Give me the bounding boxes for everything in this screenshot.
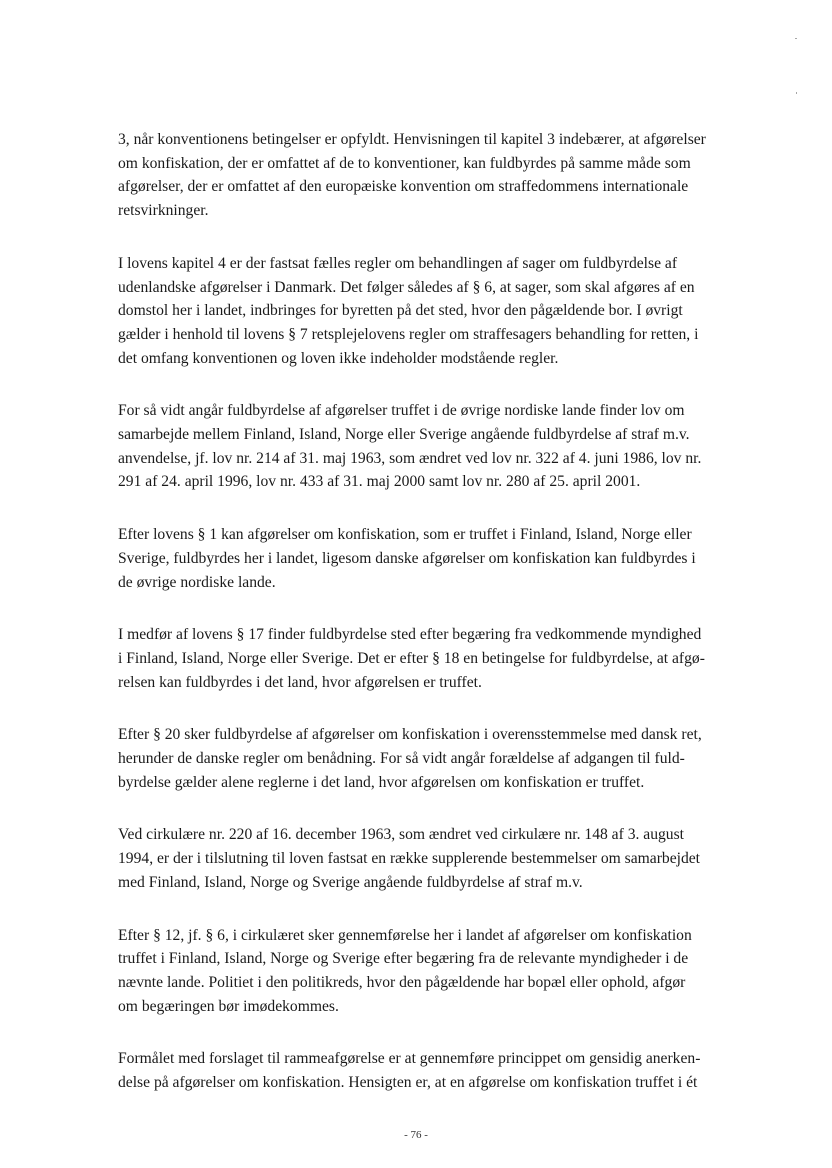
text-line: gælder i henhold til lovens § 7 retsplejelovens regler om straffesagers behandling for retten, i <box>118 325 699 343</box>
paragraph <box>118 128 750 223</box>
document-body <box>118 128 750 1124</box>
text-line: om konfiskation, der er omfattet af de to konventioner, kan fuldbyrdes på samme måde som <box>118 154 691 172</box>
paragraph <box>118 823 750 894</box>
page-number: - 76 - <box>404 1129 428 1141</box>
text-line: truffet i Finland, Island, Norge og Sverige efter begæring fra de relevante myndigheder i de <box>118 950 689 968</box>
text-line: delse på afgørelser om konfiskation. Hensigten er, at en afgørelse om konfiskation truffet i ét <box>118 1074 698 1092</box>
text-line: de øvrige nordiske lande. <box>118 573 276 591</box>
text-line: I lovens kapitel 4 er der fastsat fælles regler om behandlingen af sager om fuldbyrdelse af <box>118 254 678 272</box>
text-line: nævnte lande. Politiet i den politikreds, hvor den pågældende har bopæl eller ophold, afgør <box>118 973 686 991</box>
text-line: Formålet med forslaget til rammeafgørelse er at gennemføre princippet om gensidig anerken- <box>118 1050 701 1068</box>
text-line: 291 af 24. april 1996, lov nr. 433 af 31. maj 2000 samt lov nr. 280 af 25. april 2001. <box>118 473 641 491</box>
paragraph <box>118 623 750 694</box>
scan-speck <box>795 38 797 39</box>
text-line: det omfang konventionen og loven ikke indeholder modstående regler. <box>118 349 559 367</box>
text-line: 3, når konventionens betingelser er opfyldt. Henvisningen til kapitel 3 indebærer, at afgørelser <box>118 131 706 148</box>
paragraph <box>118 399 750 494</box>
text-line: For så vidt angår fuldbyrdelse af afgørelser truffet i de øvrige nordiske lande finder lov om <box>118 402 685 420</box>
text-line: Efter § 12, jf. § 6, i cirkulæret sker gennemførelse her i landet af afgørelser om konfiskation <box>118 926 692 944</box>
text-line: Ved cirkulære nr. 220 af 16. december 1963, som ændret ved cirkulære nr. 148 af 3. august <box>118 826 685 844</box>
text-line: afgørelser, der er omfattet af den europæiske konvention om straffedommens internationale <box>118 178 689 196</box>
text-line: med Finland, Island, Norge og Sverige angående fuldbyrdelse af straf m.v. <box>118 873 583 891</box>
text-line: herunder de danske regler om benådning. For så vidt angår forældelse af adgangen til fuld- <box>118 750 685 768</box>
paragraph <box>118 924 750 1019</box>
text-line: byrdelse gælder alene reglerne i det land, hvor afgørelsen om konfiskation er truffet. <box>118 773 645 791</box>
text-line: om begæringen bør imødekommes. <box>118 997 339 1015</box>
paragraph <box>118 1047 750 1094</box>
text-line: retsvirkninger. <box>118 202 209 220</box>
scan-speck <box>796 92 797 94</box>
text-line: relsen kan fuldbyrdes i det land, hvor afgørelsen er truffet. <box>118 673 482 691</box>
text-line: i Finland, Island, Norge eller Sverige. Det er efter § 18 en betingelse for fuldbyrdelse, at afgø- <box>118 649 705 667</box>
text-line: anvendelse, jf. lov nr. 214 af 31. maj 1963, som ændret ved lov nr. 322 af 4. juni 1986, lov nr. <box>118 449 702 467</box>
paragraph <box>118 523 750 594</box>
text-line: Efter § 20 sker fuldbyrdelse af afgørelser om konfiskation i overensstemmelse med dansk ret, <box>118 726 702 744</box>
paragraph <box>118 252 750 371</box>
text-line: udenlandske afgørelser i Danmark. Det følger således af § 6, at sager, som skal afgøres af en <box>118 278 695 296</box>
paragraph <box>118 723 750 794</box>
text-line: I medfør af lovens § 17 finder fuldbyrdelse sted efter begæring fra vedkommende myndighed <box>118 626 702 644</box>
text-line: samarbejde mellem Finland, Island, Norge eller Sverige angående fuldbyrdelse af straf m.v. <box>118 426 690 444</box>
text-line: Efter lovens § 1 kan afgørelser om konfiskation, som er truffet i Finland, Island, Norge eller <box>118 526 692 544</box>
text-line: domstol her i landet, indbringes for byretten på det sted, hvor den pågældende bor. I øvrigt <box>118 302 683 320</box>
text-line: Sverige, fuldbyrdes her i landet, ligesom danske afgørelser om konfiskation kan fuldbyrdes i <box>118 549 696 567</box>
text-line: 1994, er der i tilslutning til loven fastsat en række supplerende bestemmelser om samarbejdet <box>118 850 701 868</box>
